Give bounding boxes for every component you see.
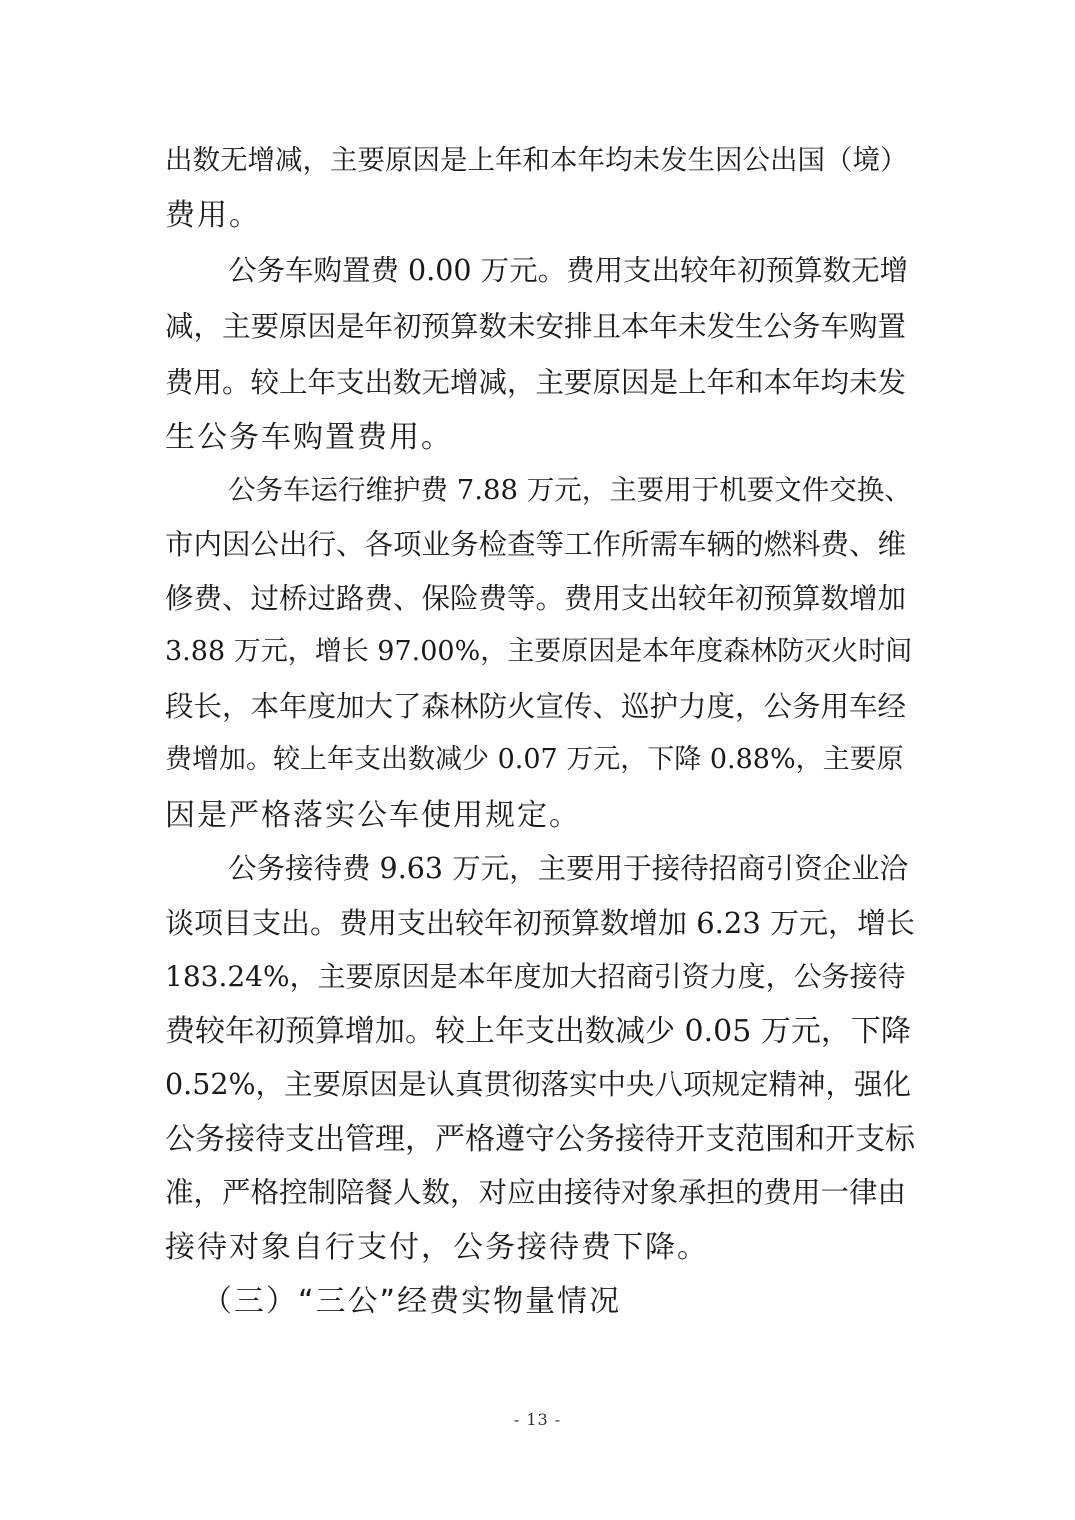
paragraph-line: 段长，本年度加大了森林防火宣传、巡护力度，公务用车经	[165, 690, 907, 723]
paragraph-line: 公务接待支出管理，严格遵守公务接待开支范围和开支标	[165, 1122, 915, 1157]
paragraph-line: 出数无增减，主要原因是上年和本年均未发生因公出国（境）	[165, 144, 908, 176]
paragraph-line: 0.52%，主要原因是认真贯彻落实中央八项规定精神，强化	[165, 1068, 912, 1101]
paragraph-line: 3.88 万元，增长 97.00%，主要原因是本年度森林防灭火时间	[165, 636, 913, 667]
paragraph-line: 183.24%，主要原因是本年度加大招商引资力度，公务接待	[165, 960, 906, 993]
paragraph-line: 谈项目支出。费用支出较年初预算数增加 6.23 万元，增长	[165, 906, 916, 940]
paragraph-line: 费较年初预算增加。较上年支出数减少 0.05 万元，下降	[165, 1014, 911, 1049]
paragraph-line: 减，主要原因是年初预算数未安排且本年未发生公务车购置	[165, 310, 907, 343]
paragraph-line: 费用。较上年支出数无增减，主要原因是上年和本年均未发	[165, 366, 907, 399]
paragraph-line: 生公务车购置费用。	[165, 420, 453, 455]
paragraph-line: 公务车购置费 0.00 万元。费用支出较年初预算数无增	[228, 254, 909, 287]
section-heading: （三）“三公”经费实物量情况	[202, 1284, 622, 1319]
paragraph-line: 修费、过桥过路费、保险费等。费用支出较年初预算数增加	[165, 582, 907, 615]
paragraph-line: 接待对象自行支付，公务接待费下降。	[165, 1230, 709, 1265]
paragraph-line: 公务接待费 9.63 万元，主要用于接待招商引资企业洽	[228, 852, 909, 885]
paragraph-line: 费增加。较上年支出数减少 0.07 万元，下降 0.88%，主要原	[165, 744, 904, 775]
paragraph-line: 公务车运行维护费 7.88 万元，主要用于机要文件交换、	[228, 474, 912, 506]
paragraph-line: 准，严格控制陪餐人数，对应由接待对象承担的费用一律由	[165, 1176, 907, 1209]
paragraph-line: 市内因公出行、各项业务检查等工作所需车辆的燃料费、维	[165, 528, 907, 561]
page-number: - 13 -	[513, 1410, 562, 1429]
paragraph-line: 因是严格落实公车使用规定。	[165, 798, 581, 833]
paragraph-line: 费用。	[165, 198, 261, 233]
